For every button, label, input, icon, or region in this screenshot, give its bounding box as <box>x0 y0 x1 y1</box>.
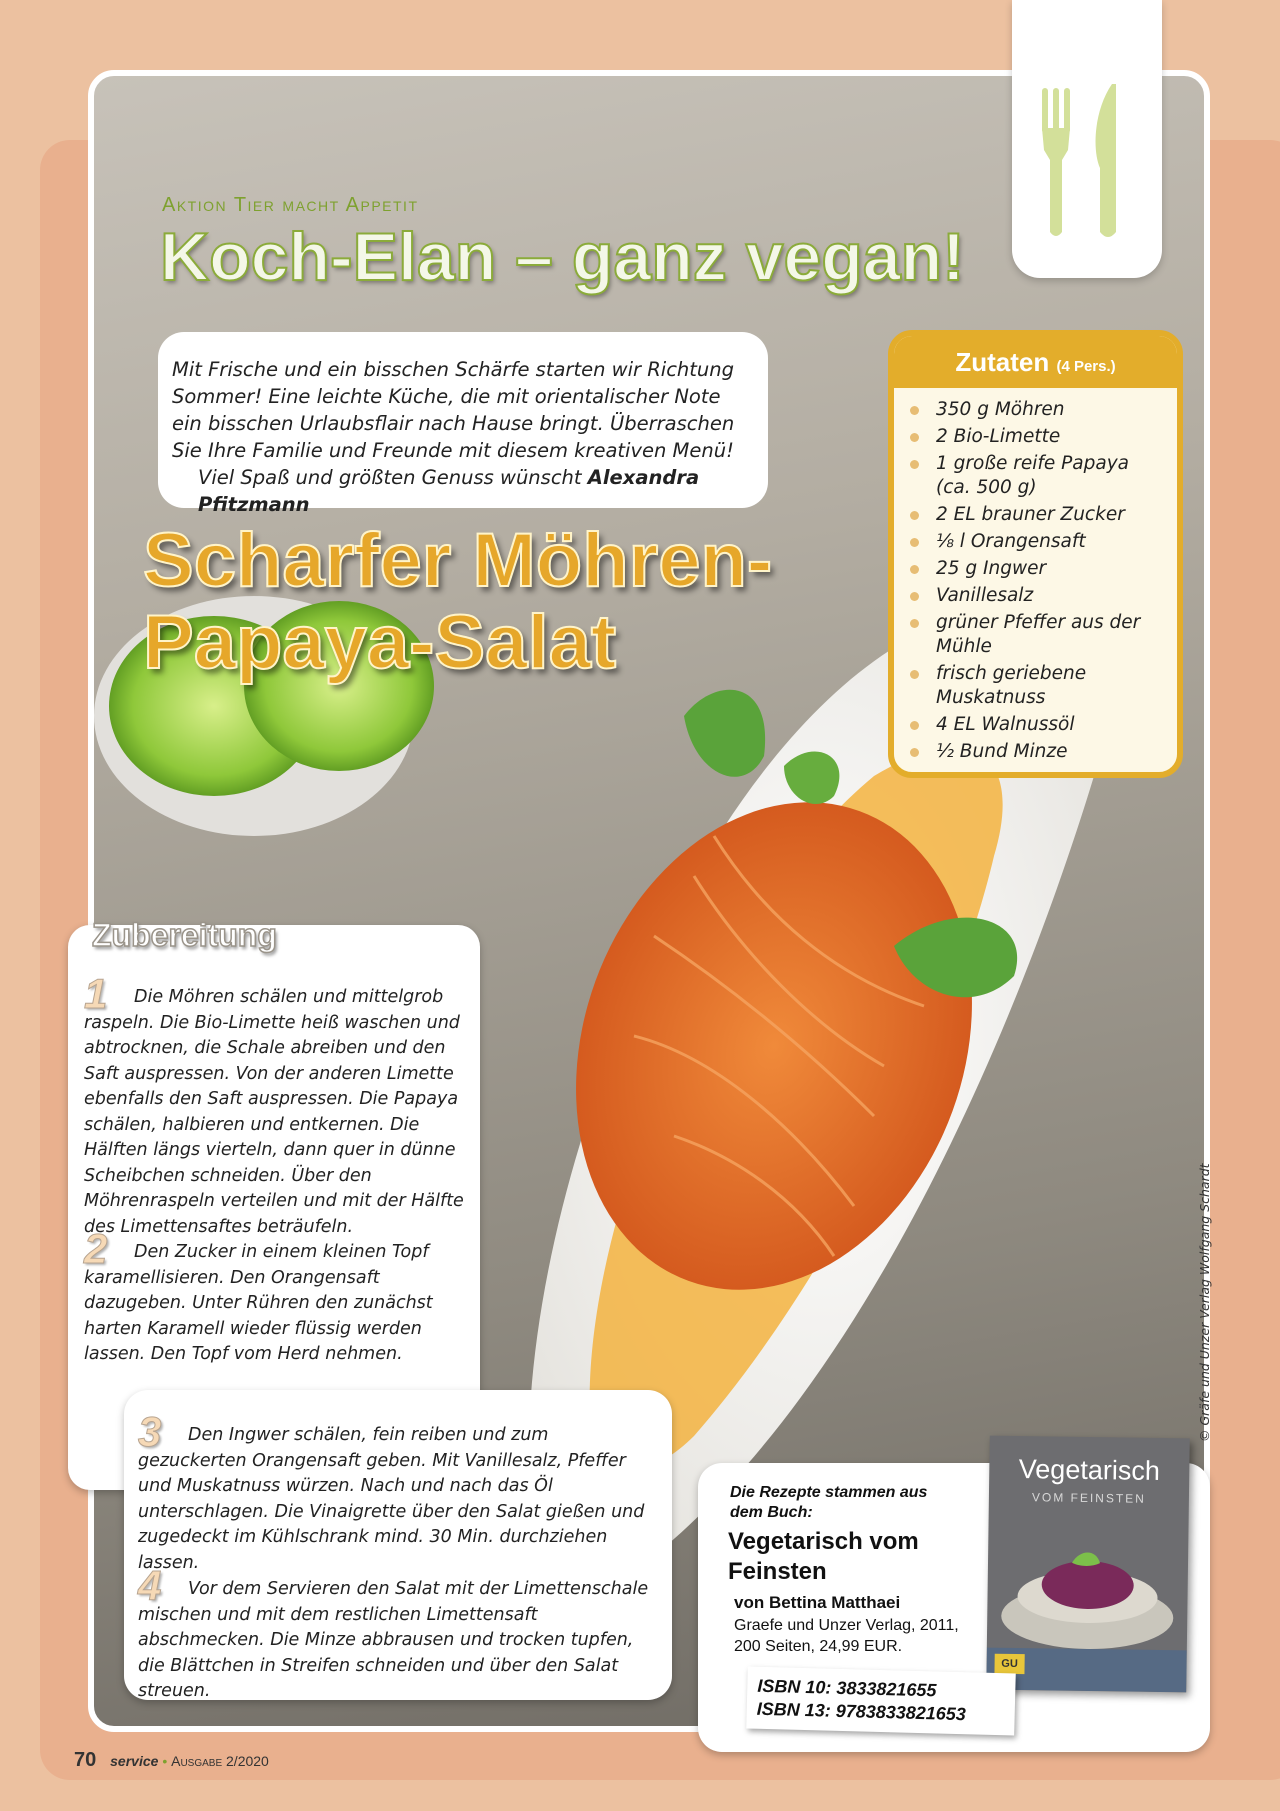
signature-prefix: Viel Spaß und größten Genuss wünscht <box>198 466 582 489</box>
ingredients-header <box>894 336 1177 388</box>
preparation-step <box>84 1225 472 1368</box>
issue-label: Ausgabe 2/2020 <box>171 1753 269 1769</box>
bullet-icon <box>910 721 919 730</box>
ingredient-item: 25 g Ingwer <box>908 557 1169 581</box>
book-source-label: Die Rezepte stammen aus dem Buch: <box>730 1484 928 1521</box>
step-text: Vor dem Servieren den Salat mit der Limettenschale mischen und mit dem restlichen Limettensaft abschmecken. Die Minze abbrausen und trocken tupfen, die Blättchen in Streifen schneiden und über den Salat streuen. <box>138 1579 649 1701</box>
step-text: Die Möhren schälen und mittelgrob raspeln. Die Bio-Limette heiß waschen und abtrocknen, die Schale abreiben und den Saft auspressen. Von der anderen Limette ebenfalls den Saft auspressen. Die Papaya schälen, halbieren und entkernen. Die Hälften längs vierteln, dann quer in dünne Scheibchen schneiden. Über den Möhrenraspeln verteilen und mit der Hälfte des Limettensaftes beträufeln. <box>84 987 464 1237</box>
bullet-icon <box>910 511 919 520</box>
step-text: Den Ingwer schälen, fein reiben und zum gezuckerten Orangensaft geben. Mit Vanillesalz, Pfeffer und Muskatnuss würzen. Nach und nach das Öl unterschlagen. Die Vinaigrette über den Salat gießen und zugedeckt im Kühlschrank mind. 30 Min. durchziehen lassen. <box>138 1425 645 1573</box>
bullet-icon <box>910 406 919 415</box>
cutlery-tab <box>1012 0 1162 278</box>
intro-text: Mit Frische und ein bisschen Schärfe starten wir Richtung Sommer! Eine leichte Küche, die mit orientalischer Note ein bisschen Urlaubsflair nach Hause bringt. Überraschen Sie Ihre Familie und Freunde mit diesem kreativen Menü! <box>172 358 735 462</box>
footer-separator: • <box>162 1753 168 1769</box>
publisher-logo: GU <box>994 1654 1024 1674</box>
preparation-title: Zubereitung <box>92 917 277 953</box>
step-number: 1 <box>84 970 108 1017</box>
bullet-icon <box>910 565 919 574</box>
preparation-step <box>138 1408 662 1576</box>
bullet-icon <box>910 460 919 469</box>
ingredient-item: 2 EL brauner Zucker <box>908 503 1169 527</box>
recipe-title-line2: Papaya-Salat <box>143 600 617 685</box>
magazine-name: service <box>110 1753 159 1769</box>
ingredient-item: grüner Pfeffer aus der Mühle <box>908 611 1169 659</box>
intro-box <box>158 332 768 516</box>
bullet-icon <box>910 433 919 442</box>
recipe-title <box>143 520 772 684</box>
kicker: Aktion Tier macht Appetit <box>162 194 419 216</box>
ingredients-servings: (4 Pers.) <box>1056 358 1116 375</box>
photo-credit: © Gräfe und Unzer Verlag Wolfgang Schardt <box>1197 1163 1212 1442</box>
ingredient-item: 350 g Möhren <box>908 398 1169 422</box>
headline: Koch-Elan – ganz vegan! <box>160 219 965 295</box>
ingredient-item: frisch geriebene Muskatnuss <box>908 662 1169 710</box>
book-author: von Bettina Matthaei <box>734 1593 901 1612</box>
mint-leaf <box>684 690 765 777</box>
footer <box>74 1749 269 1772</box>
bullet-icon <box>910 748 919 757</box>
preparation-step <box>84 970 472 1240</box>
isbn13: ISBN 13: 9783833821653 <box>756 1698 967 1725</box>
book-cover <box>986 1436 1190 1693</box>
cover-title: Vegetarisch <box>1018 1454 1161 1486</box>
step-number: 4 <box>138 1562 162 1609</box>
book-publisher: Graefe und Unzer Verlag, 2011, 200 Seiten, 24,99 EUR. <box>734 1617 959 1655</box>
bullet-icon <box>910 619 919 628</box>
recipe-title-line1: Scharfer Möhren- <box>143 518 773 603</box>
ingredient-item: 2 Bio-Limette <box>908 425 1169 449</box>
ingredient-item: 4 EL Walnussöl <box>908 713 1169 737</box>
ingredient-item: ½ Bund Minze <box>908 740 1169 764</box>
signature-author: Alexandra Pfitzmann <box>198 466 700 516</box>
cover-subtitle: VOM FEINSTEN <box>1031 1490 1147 1506</box>
preparation-step <box>138 1562 662 1705</box>
book-title: Vegetarisch vom Feinsten <box>728 1528 919 1585</box>
bullet-icon <box>910 670 919 679</box>
ingredients-title: Zutaten <box>955 347 1050 377</box>
ingredient-item: 1 große reife Papaya (ca. 500 g) <box>908 452 1169 500</box>
ingredients-list <box>894 398 1177 764</box>
bullet-icon <box>910 538 919 547</box>
ingredient-item: Vanillesalz <box>908 584 1169 608</box>
step-number: 3 <box>138 1408 162 1455</box>
ingredients-box <box>888 330 1183 778</box>
preparation-box-continued <box>124 1390 672 1700</box>
knife-icon <box>1096 84 1116 237</box>
isbn-label <box>746 1667 1016 1736</box>
step-number: 2 <box>84 1225 108 1272</box>
page-number: 70 <box>74 1749 97 1771</box>
step-text: Den Zucker in einem kleinen Topf karamellisieren. Den Orangensaft dazugeben. Unter Rühren den zunächst harten Karamell wieder flüssig werden lassen. Den Topf vom Herd nehmen. <box>84 1242 433 1364</box>
ingredient-item: ⅛ l Orangensaft <box>908 530 1169 554</box>
bullet-icon <box>910 592 919 601</box>
isbn10: ISBN 10: 3833821655 <box>757 1675 937 1701</box>
intro-signature <box>172 464 754 518</box>
fork-icon <box>1042 88 1070 236</box>
